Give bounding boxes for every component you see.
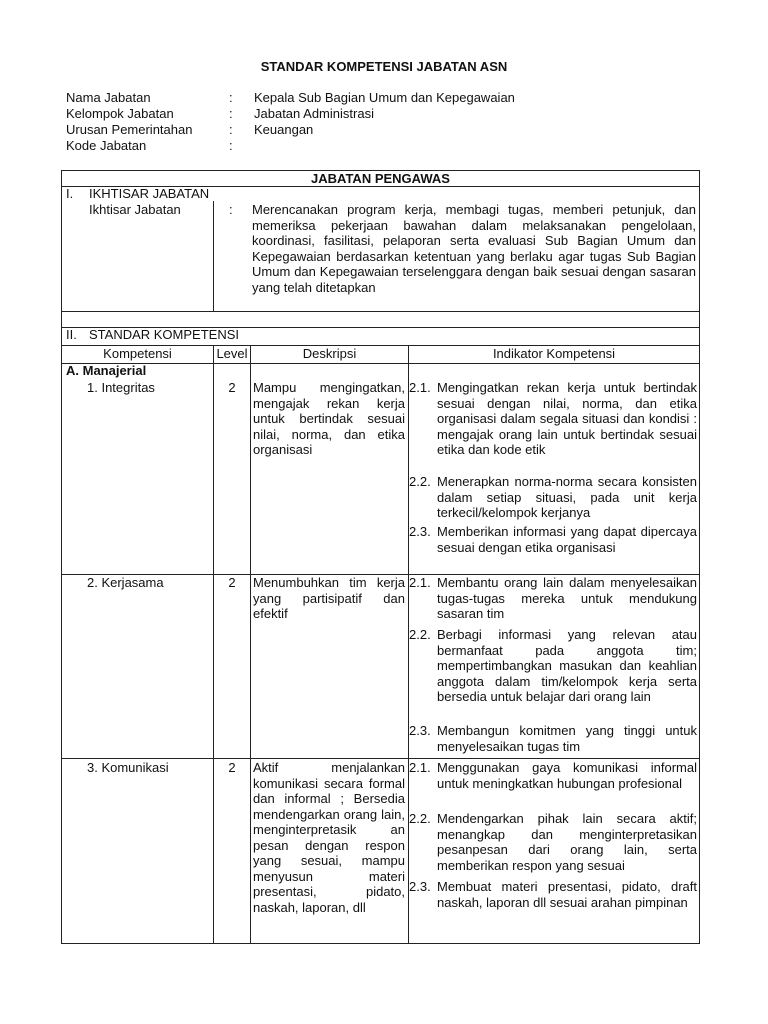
summary-colon: : <box>229 202 233 217</box>
section-number: II. <box>66 327 77 342</box>
job-info-row <box>66 138 515 154</box>
indicator-text: Membantu orang lain dalam menyelesaikan tugas-tugas mereka untuk mendukung sasaran tim <box>437 575 697 621</box>
competency-group: A. Manajerial <box>66 363 147 378</box>
document-title: STANDAR KOMPETENSI JABATAN ASN <box>260 59 508 74</box>
job-info-label: Urusan Pemerintahan <box>66 122 193 137</box>
competency-indicator <box>409 879 697 910</box>
table-rule <box>62 311 699 312</box>
job-info-colon: : <box>229 106 233 121</box>
competency-indicator <box>409 575 697 622</box>
competency-description: Mampu mengingatkan, mengajak rekan kerja untuk bertindak sesuai nilai, norma, dan etika organisasi <box>253 380 405 457</box>
competency-indicator <box>409 474 697 521</box>
indicator-text: Berbagi informasi yang relevan atau bermanfaat pada anggota tim; mempertimbangkan masukan dan keahlian anggota dalam tim/kelompok kerja serta bersedia untuk belajar dari orang lain <box>437 627 697 704</box>
table-header: JABATAN PENGAWAS <box>311 171 450 186</box>
competency-level: 2 <box>228 575 236 590</box>
competency-indicator <box>409 760 697 791</box>
competency-level: 2 <box>228 760 236 775</box>
competency-level: 2 <box>228 380 236 395</box>
indicator-number: 2.1. <box>409 760 431 775</box>
column-header: Deskripsi <box>302 346 357 361</box>
job-info-label: Kelompok Jabatan <box>66 106 174 121</box>
competency-indicator <box>409 380 697 458</box>
job-info-value: Keuangan <box>254 122 314 137</box>
job-info <box>66 90 515 154</box>
indicator-number: 2.1. <box>409 575 431 590</box>
column-header: Kompetensi <box>103 346 172 361</box>
indicator-number: 2.3. <box>409 879 431 894</box>
table-rule <box>213 345 214 943</box>
column-header: Level <box>216 346 248 361</box>
job-info-row <box>66 106 515 122</box>
section-title: STANDAR KOMPETENSI <box>89 327 240 342</box>
job-info-colon: : <box>229 122 233 137</box>
indicator-number: 2.1. <box>409 380 431 395</box>
job-info-colon: : <box>229 138 233 153</box>
competency-indicator <box>409 524 697 555</box>
indicator-text: Memberikan informasi yang dapat dipercaya sesuai dengan etika organisasi <box>437 524 697 555</box>
job-info-row <box>66 90 515 106</box>
section-number: I. <box>66 186 74 201</box>
section-title: IKHTISAR JABATAN <box>89 186 210 201</box>
competency-indicator <box>409 811 697 873</box>
competency-description: Menumbuhkan tim kerja yang partisipatif dan efektif <box>253 575 405 621</box>
competency-indicator <box>409 627 697 705</box>
competency-name: 1. Integritas <box>87 380 155 395</box>
indicator-number: 2.3. <box>409 524 431 539</box>
table-rule <box>250 345 251 943</box>
indicator-text: Menerapkan norma-norma secara konsisten dalam setiap situasi, pada unit kerja terkecil/kelompok kerjanya <box>437 474 697 520</box>
indicator-number: 2.2. <box>409 811 431 826</box>
competency-table <box>61 170 700 944</box>
competency-indicator <box>409 723 697 754</box>
competency-name: 2. Kerjasama <box>87 575 164 590</box>
table-rule <box>213 201 214 311</box>
indicator-text: Membangun komitmen yang tinggi untuk menyelesaikan tugas tim <box>437 723 697 754</box>
indicator-number: 2.2. <box>409 474 431 489</box>
summary-text: Merencanakan program kerja, membagi tugas, memberi petunjuk, dan memeriksa pekerjaan bawahan dalam melaksanakan pengelolaan, koordinasi, fasilitasi, pelaporan serta evaluasi Sub Bagian Umum dan Kepegawaian berdasarkan ketentuan yang berlaku agar tugas Sub Bagian Umum dan Kepegawaian terselenggara dengan baik sesuai dengan sasaran yang telah ditetapkan <box>252 202 696 295</box>
indicator-text: Menggunakan gaya komunikasi informal untuk meningkatkan hubungan profesional <box>437 760 697 791</box>
job-info-row <box>66 122 515 138</box>
indicator-text: Mendengarkan pihak lain secara aktif; menangkap dan menginterpretasikan pesanpesan dari orang lain, serta memberikan respon yang sesuai <box>437 811 697 873</box>
competency-name: 3. Komunikasi <box>87 760 169 775</box>
job-info-value: Kepala Sub Bagian Umum dan Kepegawaian <box>254 90 515 105</box>
competency-description: Aktif menjalankan komunikasi secara formal dan informal ; Bersedia mendengarkan orang lain, menginterpretasik an pesan dengan respon yang sesuai, mampu menyusun materi presentasi, pidato, naskah, laporan, dll <box>253 760 405 915</box>
indicator-number: 2.3. <box>409 723 431 738</box>
indicator-number: 2.2. <box>409 627 431 642</box>
table-rule <box>62 363 699 364</box>
job-info-value: Jabatan Administrasi <box>254 106 374 121</box>
indicator-text: Mengingatkan rekan kerja untuk bertindak sesuai dengan nilai, norma, dan etika organisasi dalam segala situasi dan kondisi : mengajak orang lain untuk bertindak sesuai etika dan kode etik <box>437 380 697 457</box>
job-info-colon: : <box>229 90 233 105</box>
job-info-label: Kode Jabatan <box>66 138 147 153</box>
indicator-text: Membuat materi presentasi, pidato, draft naskah, laporan dll sesuai arahan pimpinan <box>437 879 697 910</box>
table-rule <box>62 758 699 759</box>
summary-label: Ikhtisar Jabatan <box>89 202 181 217</box>
column-header: Indikator Kompetensi <box>492 346 616 361</box>
job-info-label: Nama Jabatan <box>66 90 151 105</box>
